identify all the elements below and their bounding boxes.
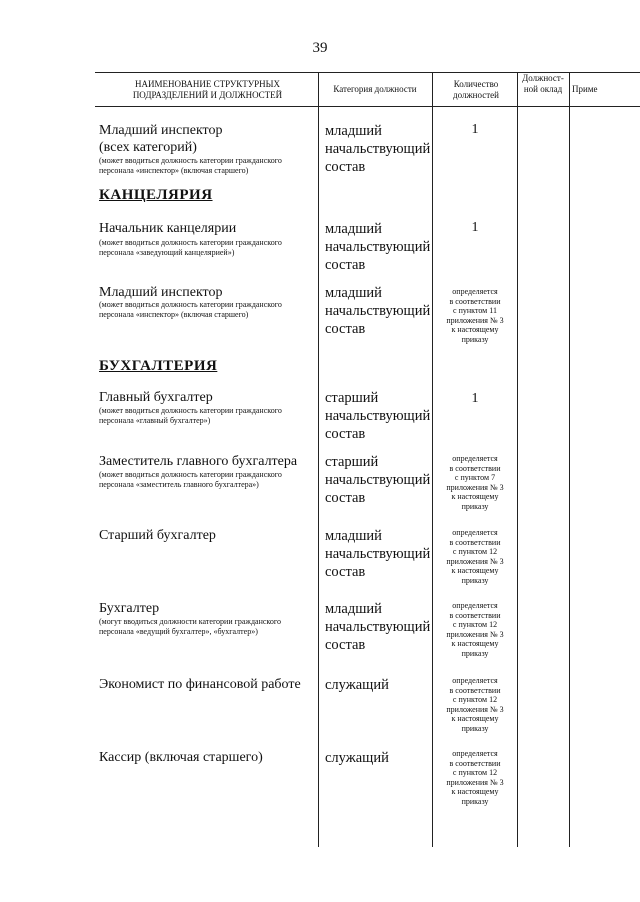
row-quantity: 1: [471, 391, 479, 406]
row-category: старший начальствующий состав: [325, 390, 431, 442]
row-quantity: 1: [471, 220, 479, 235]
row-title: Экономист по финансовой работе: [99, 677, 301, 692]
row-title: Заместитель главного бухгалтера: [99, 454, 298, 469]
row-note: (могут вводиться должности категории гражданского персонала «ведущий бухгалтер», «бухгалтер»): [99, 617, 281, 636]
page-number: 39: [312, 40, 328, 56]
col-divider-1: [318, 72, 319, 847]
row-title: Младший инспектор (всех категорий): [99, 123, 223, 155]
row-category: младший начальствующий состав: [325, 528, 431, 580]
row-quantity: определяется в соответствии с пунктом 7 приложения № 3 к настоящему приказу: [446, 454, 504, 511]
header-notes: Приме: [572, 84, 598, 94]
row-title: Начальник канцелярии: [99, 221, 237, 236]
row-category: служащий: [325, 677, 389, 693]
row-title: Младший инспектор: [99, 285, 223, 300]
row-quantity: определяется в соответствии с пунктом 12 приложения № 3 к настоящему приказу: [446, 528, 504, 585]
row-quantity: определяется в соответствии с пунктом 12 приложения № 3 к настоящему приказу: [446, 676, 504, 733]
row-note: (может вводиться должность категории гражданского персонала «заместитель главного бухгалтера»): [99, 470, 282, 489]
row-note: (может вводиться должность категории гражданского персонала «главный бухгалтер»): [99, 406, 282, 425]
section-heading-accounting: БУХГАЛТЕРИЯ: [99, 358, 218, 374]
row-quantity: определяется в соответствии с пунктом 11 приложения № 3 к настоящему приказу: [446, 287, 504, 344]
col-divider-4: [569, 72, 570, 847]
row-category: младший начальствующий состав: [325, 221, 431, 273]
header-quantity: Количество должностей: [453, 79, 499, 100]
row-quantity: определяется в соответствии с пунктом 12 приложения № 3 к настоящему приказу: [446, 601, 504, 658]
row-category: старший начальствующий состав: [325, 454, 431, 506]
row-title: Старший бухгалтер: [99, 528, 216, 543]
row-title: Бухгалтер: [99, 601, 160, 616]
row-category: младший начальствующий состав: [325, 285, 431, 337]
row-note: (может вводиться должность категории гражданского персонала «заведующий канцелярией»): [99, 238, 282, 257]
header-bottom-border: [95, 106, 640, 107]
col-divider-3: [517, 72, 518, 847]
header-salary: Должност-ной оклад: [522, 73, 564, 94]
row-category: младший начальствующий состав: [325, 123, 431, 175]
row-note: (может вводиться должность категории гражданского персонала «инспектор» (включая старшего): [99, 300, 282, 319]
row-quantity: 1: [471, 122, 479, 137]
header-category: Категория должности: [333, 84, 417, 94]
header-name: НАИМЕНОВАНИЕ СТРУКТУРНЫХ ПОДРАЗДЕЛЕНИЙ И ДОЛЖНОСТЕЙ: [132, 79, 283, 100]
row-title: Кассир (включая старшего): [99, 750, 263, 765]
row-category: младший начальствующий состав: [325, 601, 431, 653]
row-category: служащий: [325, 750, 389, 766]
row-note: (может вводиться должность категории гражданского персонала «инспектор» (включая старшего): [99, 156, 282, 175]
section-heading-chancellery: КАНЦЕЛЯРИЯ: [99, 187, 213, 203]
row-quantity: определяется в соответствии с пунктом 12 приложения № 3 к настоящему приказу: [446, 749, 504, 806]
row-title: Главный бухгалтер: [99, 390, 213, 405]
